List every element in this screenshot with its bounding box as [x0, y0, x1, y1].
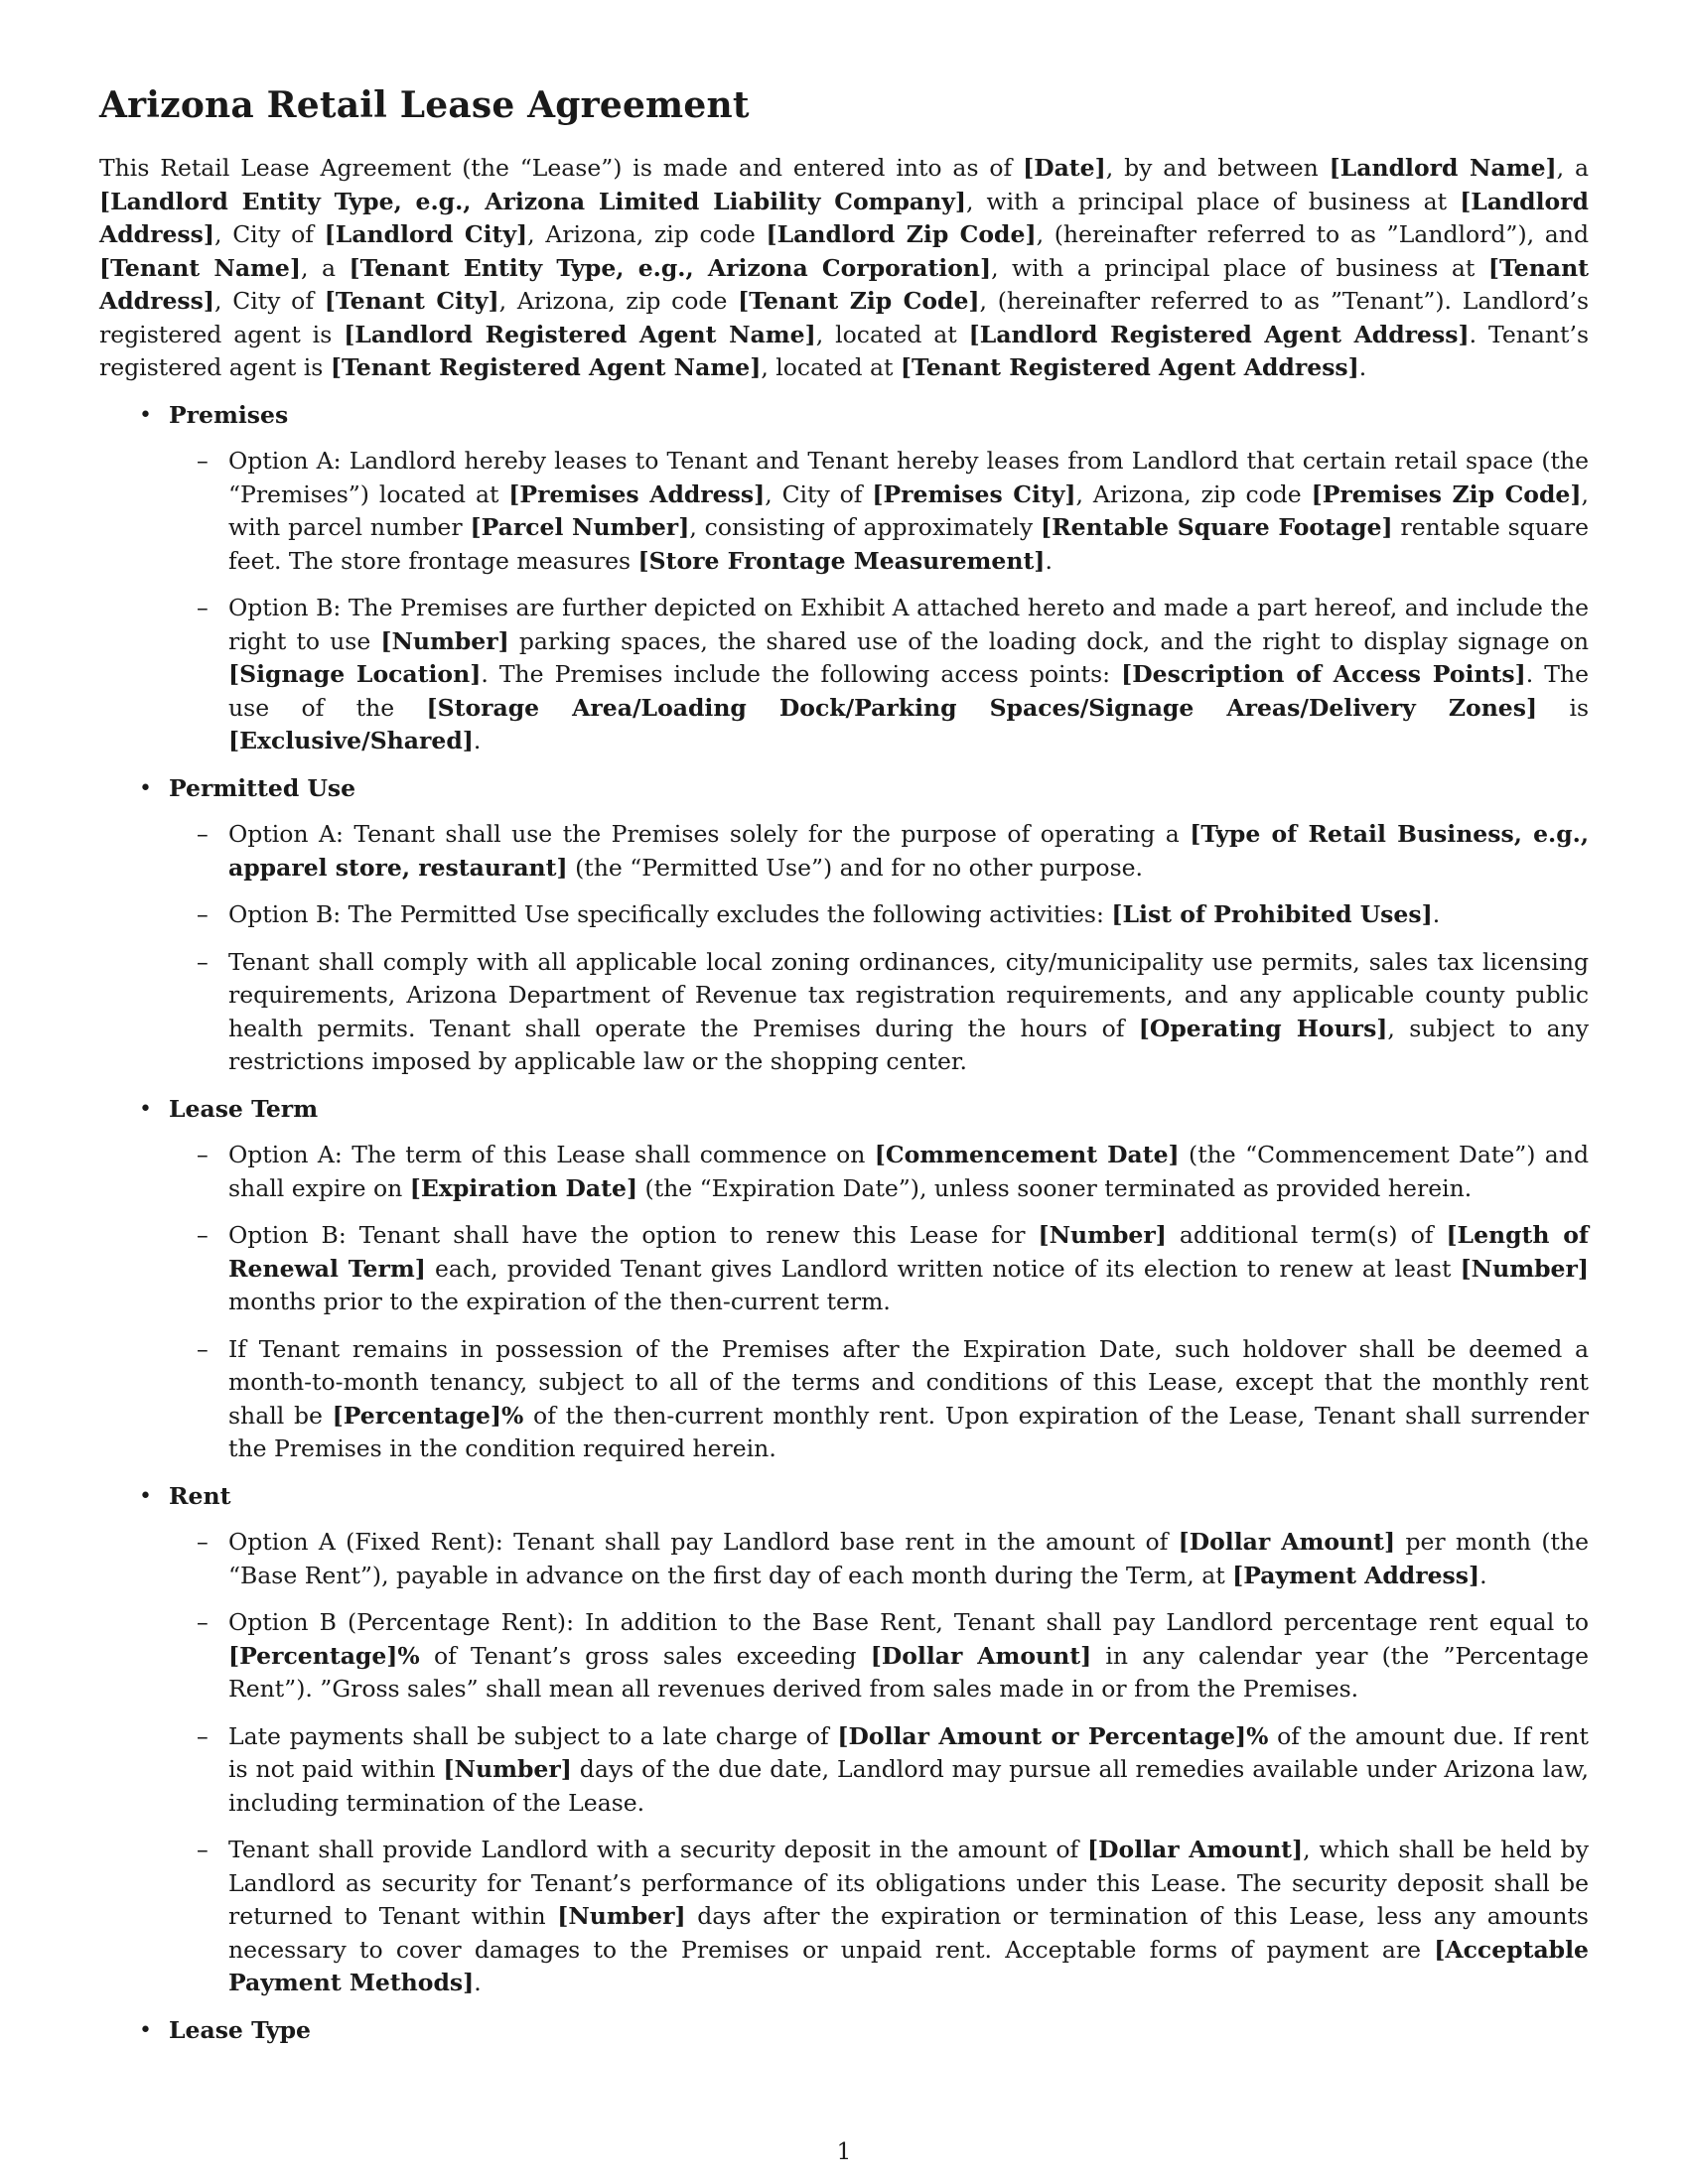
placeholder-field: [Premises Zip Code] [1311, 479, 1582, 508]
option-item [169, 1834, 1589, 2000]
option-list [169, 818, 1589, 1079]
option-item [169, 1139, 1589, 1205]
placeholder-field: [Number] [1460, 1254, 1589, 1283]
option-item [169, 1333, 1589, 1466]
placeholder-field: [Landlord Entity Type, e.g., Arizona Limited Liability Company] [99, 187, 967, 215]
placeholder-field: [Storage Area/Loading Dock/Parking Spaces/Signage Areas/Delivery Zones] [426, 693, 1538, 722]
dash-bullet-icon: – [197, 1608, 209, 1636]
option-text: Option A: The term of this Lease shall commence on [Commencement Date] (the “Commencement Date”) and shall expire on [Expiration Date] (the “Expiration Date”), unless sooner terminated as provided herein. [228, 1141, 1589, 1202]
bullet-icon: • [139, 775, 152, 801]
placeholder-field: [Number] [380, 626, 509, 655]
bullet-icon: • [139, 2017, 152, 2043]
option-text: Late payments shall be subject to a late charge of [Dollar Amount or Percentage]% of the amount due. If rent is not paid within [Number] days of the due date, Landlord may pursue all remedies available under Arizona law, including termination of the Lease. [228, 1721, 1589, 1817]
dash-bullet-icon: – [197, 820, 209, 848]
option-list [169, 1526, 1589, 2000]
option-text: Tenant shall comply with all applicable local zoning ordinances, city/municipality use permits, sales tax licensing requirements, Arizona Department of Revenue tax registration requirements, and any applicable county public health permits. Tenant shall operate the Premises during the hours of [Operating Hours], subject to any restrictions imposed by applicable law or the shopping center. [228, 947, 1589, 1075]
dash-bullet-icon: – [197, 1836, 209, 1863]
placeholder-field: [Tenant Zip Code] [738, 287, 980, 315]
placeholder-field: [Percentage]% [228, 1641, 420, 1670]
option-item [169, 898, 1589, 932]
placeholder-field: [Premises City] [872, 479, 1076, 508]
placeholder-field: [Signage Location] [228, 660, 482, 688]
placeholder-field: [Tenant Entity Type, e.g., Arizona Corporation] [349, 253, 992, 282]
placeholder-field: [Percentage]% [332, 1401, 524, 1430]
placeholder-field: [List of Prohibited Uses] [1111, 900, 1433, 928]
section-title: Rent [169, 1481, 231, 1510]
dash-bullet-icon: – [197, 447, 209, 475]
dash-bullet-icon: – [197, 594, 209, 621]
page-number: 1 [836, 2139, 852, 2165]
placeholder-field: [Description of Access Points] [1121, 660, 1526, 688]
placeholder-field: [Parcel Number] [470, 513, 690, 541]
placeholder-field: [Dollar Amount or Percentage]% [837, 1721, 1269, 1750]
placeholder-field: [Landlord Registered Agent Address] [968, 320, 1470, 348]
dash-bullet-icon: – [197, 900, 209, 928]
placeholder-field: [Landlord Address] [99, 187, 1589, 248]
placeholder-field: [Landlord Name] [1329, 154, 1557, 182]
placeholder-field: [Date] [1023, 154, 1106, 182]
option-text: Option B (Percentage Rent): In addition to the Base Rent, Tenant shall pay Landlord percentage rent equal to [Percentage]% of Tenant’s gross sales exceeding [Dollar Amount] in any calendar year (the ”Percentage Rent”). ”Gross sales” shall mean all revenues derived from sales made in or from the Premises. [228, 1608, 1590, 1703]
option-item [169, 592, 1589, 758]
placeholder-field: [Number] [1038, 1221, 1167, 1249]
placeholder-field: [Commencement Date] [874, 1141, 1180, 1168]
option-text: Option B: The Permitted Use specifically excludes the following activities: [List of Prohibited Uses]. [228, 900, 1441, 928]
dash-bullet-icon: – [197, 1221, 209, 1249]
section-title: Lease Type [169, 2015, 312, 2044]
placeholder-field: [Landlord City] [324, 220, 528, 248]
placeholder-field: [Payment Address] [1232, 1561, 1480, 1589]
section-list [99, 399, 1589, 2048]
placeholder-field: [Landlord Zip Code] [766, 220, 1037, 248]
option-text: Option A (Fixed Rent): Tenant shall pay Landlord base rent in the amount of [Dollar Amount] per month (the “Base Rent”), payable in advance on the first day of each month during the Term, at [Payment Address]. [228, 1528, 1589, 1589]
option-text: Tenant shall provide Landlord with a security deposit in the amount of [Dollar Amount], which shall be held by Landlord as security for Tenant’s performance of its obligations under this Lease. The security deposit shall be returned to Tenant within [Number] days after the expiration or termination of this Lease, less any amounts necessary to cover damages to the Premises or unpaid rent. Acceptable forms of payment are [Acceptable Payment Methods]. [228, 1836, 1589, 1996]
document-title: Arizona Retail Lease Agreement [99, 84, 750, 126]
option-text: Option A: Tenant shall use the Premises solely for the purpose of operating a [Type of Retail Business, e.g., apparel store, restaurant] (the “Permitted Use”) and for no other purpose. [228, 820, 1589, 882]
document-page [99, 84, 1589, 2060]
placeholder-field: [Store Frontage Measurement] [637, 546, 1046, 575]
placeholder-field: [Operating Hours] [1138, 1014, 1388, 1042]
placeholder-field: [Premises Address] [508, 479, 766, 508]
placeholder-field: [Acceptable Payment Methods] [228, 1935, 1589, 1996]
option-item [169, 1219, 1589, 1319]
dash-bullet-icon: – [197, 1721, 209, 1750]
placeholder-field: [Type of Retail Business, e.g., apparel store, restaurant] [228, 820, 1589, 882]
option-list [169, 445, 1589, 758]
section-lease-type [99, 2014, 1589, 2048]
section-title: Permitted Use [169, 773, 356, 802]
placeholder-field: [Dollar Amount] [1178, 1528, 1396, 1556]
placeholder-field: [Dollar Amount] [870, 1641, 1092, 1670]
placeholder-field: [Landlord Registered Agent Name] [344, 320, 816, 348]
option-item [169, 818, 1589, 885]
option-item [169, 1720, 1589, 1821]
placeholder-field: [Expiration Date] [409, 1173, 638, 1202]
section-lease-term [99, 1093, 1589, 1466]
dash-bullet-icon: – [197, 947, 209, 976]
option-text: If Tenant remains in possession of the Premises after the Expiration Date, such holdover shall be deemed a month-to-month tenancy, subject to all of the terms and conditions of this Lease, except that the monthly rent shall be [Percentage]% of the then-current monthly rent. Upon expiration of the Lease, Tenant shall surrender the Premises in the condition required herein. [228, 1334, 1589, 1462]
dash-bullet-icon: – [197, 1141, 209, 1168]
placeholder-field: [Tenant Name] [99, 253, 301, 282]
placeholder-field: [Tenant Registered Agent Address] [900, 353, 1359, 381]
option-text: Option A: Landlord hereby leases to Tenant and Tenant hereby leases from Landlord that certain retail space (the “Premises”) located at [Premises Address], City of [Premises City], Arizona, zip code [Premises Zip Code], with parcel number [Parcel Number], consisting of approximately [Rentable Square Footage] rentable square feet. The store frontage measures [Store Frontage Measurement]. [228, 447, 1590, 575]
placeholder-field: [Length of Renewal Term] [228, 1221, 1589, 1283]
placeholder-field: [Dollar Amount] [1087, 1836, 1304, 1863]
section-permitted-use [99, 772, 1589, 1079]
option-item [169, 1526, 1589, 1592]
bullet-icon: • [139, 1483, 152, 1509]
placeholder-field: [Number] [443, 1755, 572, 1783]
placeholder-field: [Exclusive/Shared] [228, 727, 474, 754]
placeholder-field: [Tenant Registered Agent Name] [330, 353, 762, 381]
placeholder-field: [Tenant City] [324, 287, 499, 315]
option-item [169, 946, 1589, 1079]
option-text: Option B: Tenant shall have the option to renew this Lease for [Number] additional term(s) of [Length of Renewal Term] each, provided Tenant gives Landlord written notice of its election to renew at least [Number] months prior to the expiration of the then-current term. [228, 1221, 1589, 1315]
option-item [169, 445, 1589, 578]
section-title: Premises [169, 400, 289, 429]
dash-bullet-icon: – [197, 1334, 209, 1363]
option-text: Option B: The Premises are further depicted on Exhibit A attached hereto and made a part hereof, and include the right to use [Number] parking spaces, the shared use of the loading dock, and the right to display signage on [Signage Location]. The Premises include the following access points: [Description of Access Points]. The use of the [Storage Area/Loading Dock/Parking Spaces/Signage Areas/Delivery Zones] is [Exclusive/Shared]. [228, 594, 1590, 754]
bullet-icon: • [139, 1096, 152, 1122]
placeholder-field: [Rentable Square Footage] [1041, 513, 1393, 541]
section-rent [99, 1480, 1589, 2000]
bullet-icon: • [139, 402, 152, 428]
option-list [169, 1139, 1589, 1466]
placeholder-field: [Tenant Address] [99, 253, 1590, 315]
dash-bullet-icon: – [197, 1528, 209, 1556]
intro-paragraph: This Retail Lease Agreement (the “Lease”) is made and entered into as of [Date], by and between [Landlord Name], a [Landlord Entity Type, e.g., Arizona Limited Liability Company], with a principal place of business at [Landlord Address], City of [Landlord City], Arizona, zip code [Landlord Zip Code], (hereinafter referred to as ”Landlord”), and [Tenant Name], a [Tenant Entity Type, e.g., Arizona Corporation], with a principal place of business at [Tenant Address], City of [Tenant City], Arizona, zip code [Tenant Zip Code], (hereinafter referred to as ”Tenant”). Landlord’s registered agent is [Landlord Registered Agent Name], located at [Landlord Registered Agent Address]. Tenant’s registered agent is [Tenant Registered Agent Name], located at [Tenant Registered Agent Address]. [99, 154, 1590, 381]
section-premises [99, 399, 1589, 758]
placeholder-field: [Number] [557, 1902, 686, 1930]
option-item [169, 1606, 1589, 1706]
section-title: Lease Term [169, 1094, 319, 1123]
